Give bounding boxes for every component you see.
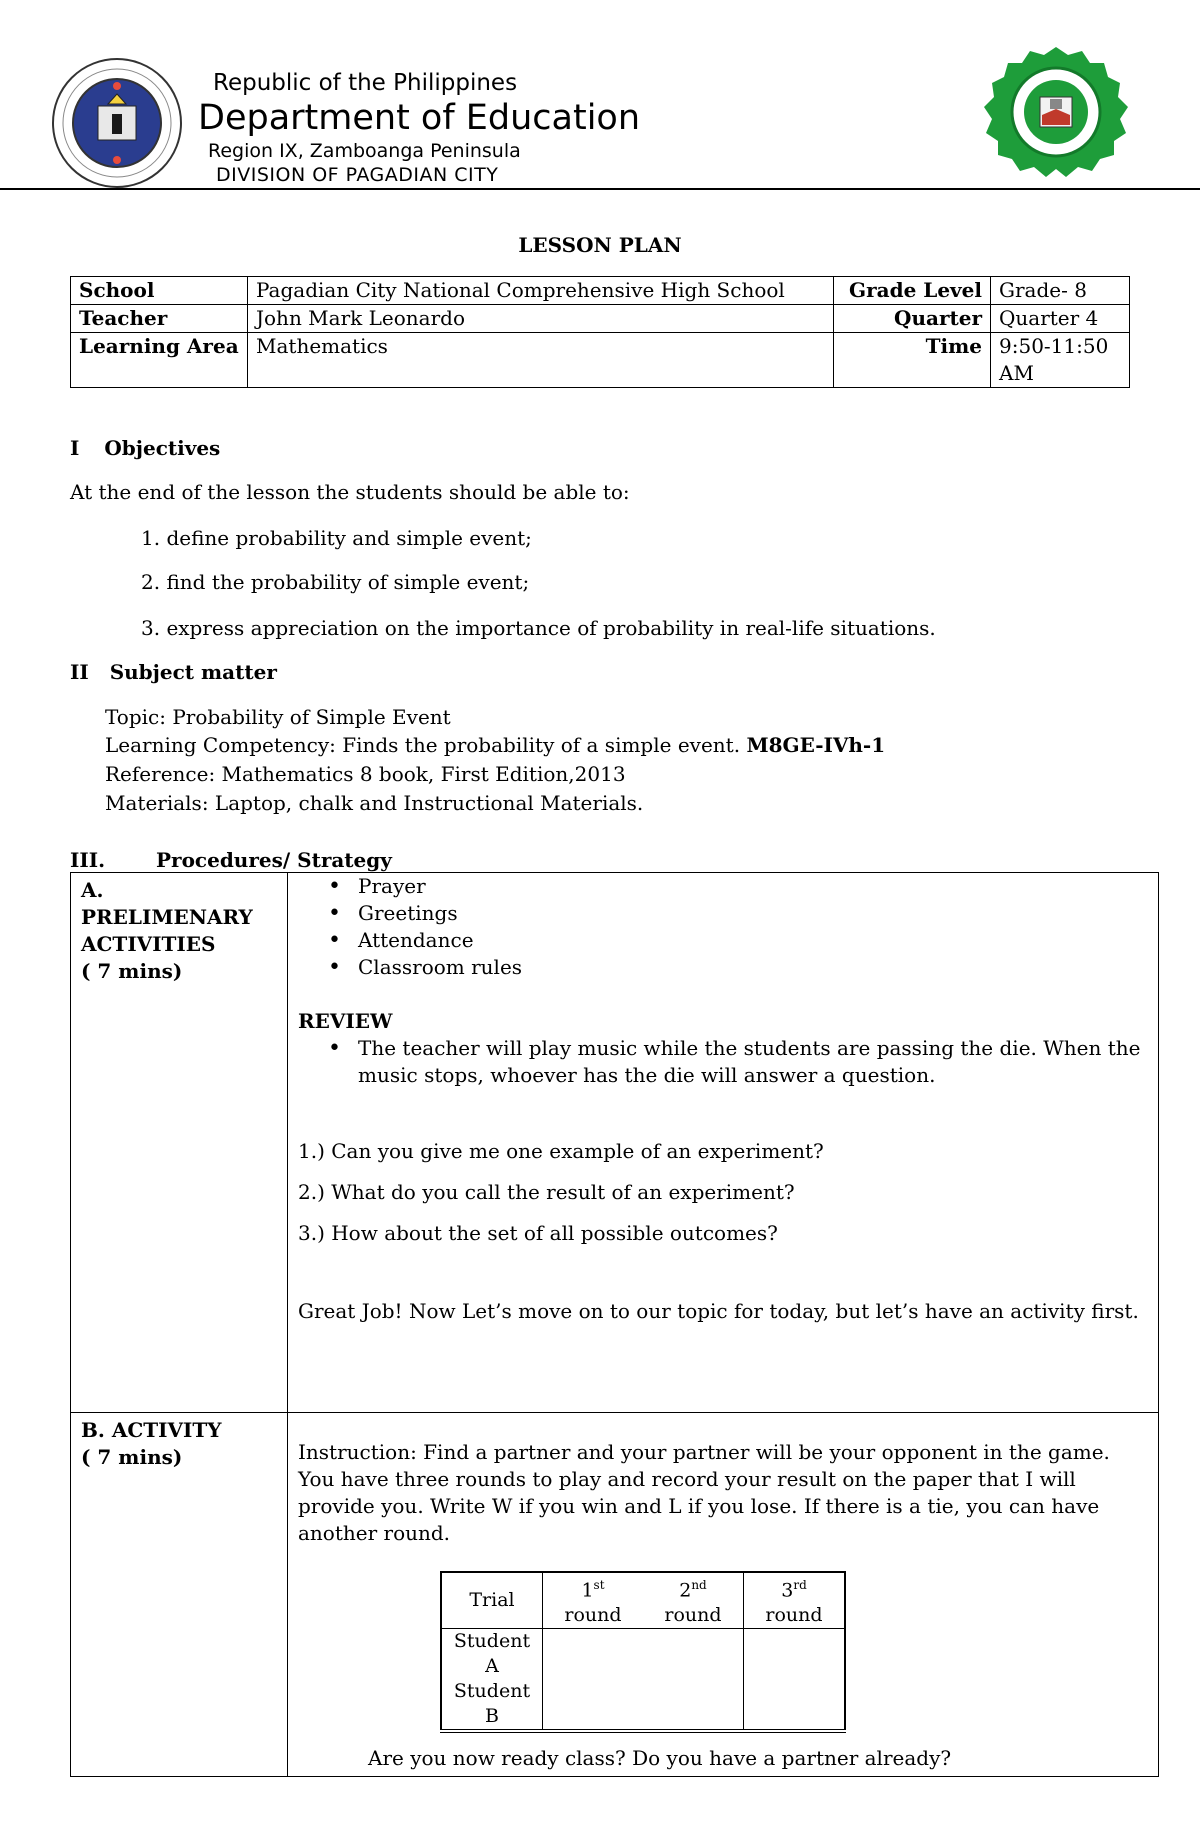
topic-text: Topic: Probability of Simple Event — [105, 705, 451, 729]
trial-table — [440, 1571, 846, 1733]
objective-item: 1. define probability and simple event; — [141, 526, 532, 550]
school-label: School — [71, 277, 248, 305]
objectives-title: Objectives — [104, 436, 221, 460]
grade-label: Grade Level — [834, 277, 991, 305]
division-text: DIVISION OF PAGADIAN CITY — [216, 164, 499, 186]
round-2-header: 2nd round — [643, 1572, 744, 1629]
table-row — [71, 305, 1130, 333]
school-seal-logo — [980, 45, 1132, 180]
preliminary-label: ACTIVITIES — [81, 932, 216, 956]
objectives-intro: At the end of the lesson the students should be able to: — [70, 480, 630, 504]
activity-label: B. ACTIVITY — [81, 1418, 222, 1442]
area-label: Learning Area — [71, 333, 248, 388]
subject-number: II — [70, 660, 89, 684]
grade-value: Grade- 8 — [991, 277, 1130, 305]
objectives-number: I — [70, 436, 80, 460]
list-item: • Attendance — [358, 927, 1148, 954]
round-cell — [744, 1629, 846, 1732]
subject-title: Subject matter — [109, 660, 277, 684]
activity-content-cell — [288, 1413, 1159, 1777]
round-3-header: 3rd round — [744, 1572, 846, 1629]
republic-text: Republic of the Philippines — [213, 70, 518, 96]
teacher-value: John Mark Leonardo — [248, 305, 834, 333]
reference-text: Reference: Mathematics 8 book, First Edition,2013 — [105, 762, 626, 786]
review-question: 3.) How about the set of all possible outcomes? — [298, 1221, 778, 1245]
review-heading: REVIEW — [298, 1009, 393, 1033]
department-text: Department of Education — [198, 98, 641, 138]
activity-duration: ( 7 mins) — [81, 1445, 183, 1469]
list-item: • The teacher will play music while the students are passing the die. When the music stops, whoever has the die will answer a question. — [358, 1035, 1148, 1089]
lesson-info-table — [70, 276, 1130, 388]
list-item: • Greetings — [358, 900, 1148, 927]
deped-seal-logo — [50, 56, 184, 190]
region-text: Region IX, Zamboanga Peninsula — [208, 140, 521, 162]
teacher-label: Teacher — [71, 305, 248, 333]
competency-code: M8GE-IVh-1 — [746, 733, 886, 757]
list-item: • Classroom rules — [358, 954, 1148, 981]
student-a-letter: A — [485, 1655, 499, 1678]
great-job-text: Great Job! Now Let’s move on to our topic for today, but let’s have an activity first. — [298, 1299, 1139, 1323]
student-cell — [441, 1629, 543, 1732]
area-value: Mathematics — [248, 333, 834, 388]
preliminary-label-cell — [71, 873, 288, 1413]
student-b-label: Student — [453, 1680, 531, 1703]
quarter-label: Quarter — [834, 305, 991, 333]
preliminary-label: A. — [81, 878, 104, 902]
activity-instruction: Instruction: Find a partner and your partner will be your opponent in the game. You have three rounds to play and record your result on the paper that I will provide you. Write W if you win and L if you lose. If there is a tie, you can have another round. — [298, 1440, 1110, 1545]
objective-item: 3. express appreciation on the importance of probability in real-life situations. — [141, 616, 936, 640]
round-1-header: 1st round — [543, 1572, 644, 1629]
header-divider — [0, 188, 1200, 190]
activity-label-cell — [71, 1413, 288, 1777]
preliminary-list — [298, 873, 1148, 981]
table-row — [71, 1413, 1159, 1777]
preliminary-duration: ( 7 mins) — [81, 959, 183, 983]
review-list — [298, 1035, 1148, 1089]
preliminary-label: PRELIMENARY — [81, 905, 253, 929]
time-label: Time — [834, 333, 991, 388]
table-row — [71, 873, 1159, 1413]
procedures-title: Procedures/ Strategy — [156, 848, 392, 872]
list-item: • Prayer — [358, 873, 1148, 900]
school-value: Pagadian City National Comprehensive High School — [248, 277, 834, 305]
objective-item: 2. find the probability of simple event; — [141, 570, 530, 594]
materials-text: Materials: Laptop, chalk and Instructional Materials. — [105, 791, 644, 815]
ready-question: Are you now ready class? Do you have a partner already? — [368, 1746, 952, 1771]
letterhead — [0, 0, 1200, 192]
competency-line — [105, 733, 885, 757]
preliminary-content-cell — [288, 873, 1159, 1413]
round-cell — [543, 1629, 744, 1732]
table-row — [441, 1629, 845, 1732]
procedures-number: III. — [70, 848, 106, 872]
lesson-plan-title: LESSON PLAN — [518, 233, 682, 257]
procedures-heading — [70, 848, 392, 872]
table-row — [71, 333, 1130, 388]
review-question: 2.) What do you call the result of an experiment? — [298, 1180, 795, 1204]
review-question: 1.) Can you give me one example of an experiment? — [298, 1139, 824, 1163]
student-a-label: Student — [453, 1630, 531, 1653]
quarter-value: Quarter 4 — [991, 305, 1130, 333]
student-b-letter: B — [485, 1705, 499, 1728]
subject-heading — [70, 660, 277, 684]
objectives-heading — [70, 436, 220, 460]
trial-header: Trial — [441, 1572, 543, 1629]
table-row — [441, 1572, 845, 1629]
time-value: 9:50-11:50 AM — [991, 333, 1130, 388]
competency-text: Learning Competency: Finds the probability of a simple event. — [105, 733, 741, 757]
procedures-table — [70, 872, 1159, 1777]
table-row — [71, 277, 1130, 305]
